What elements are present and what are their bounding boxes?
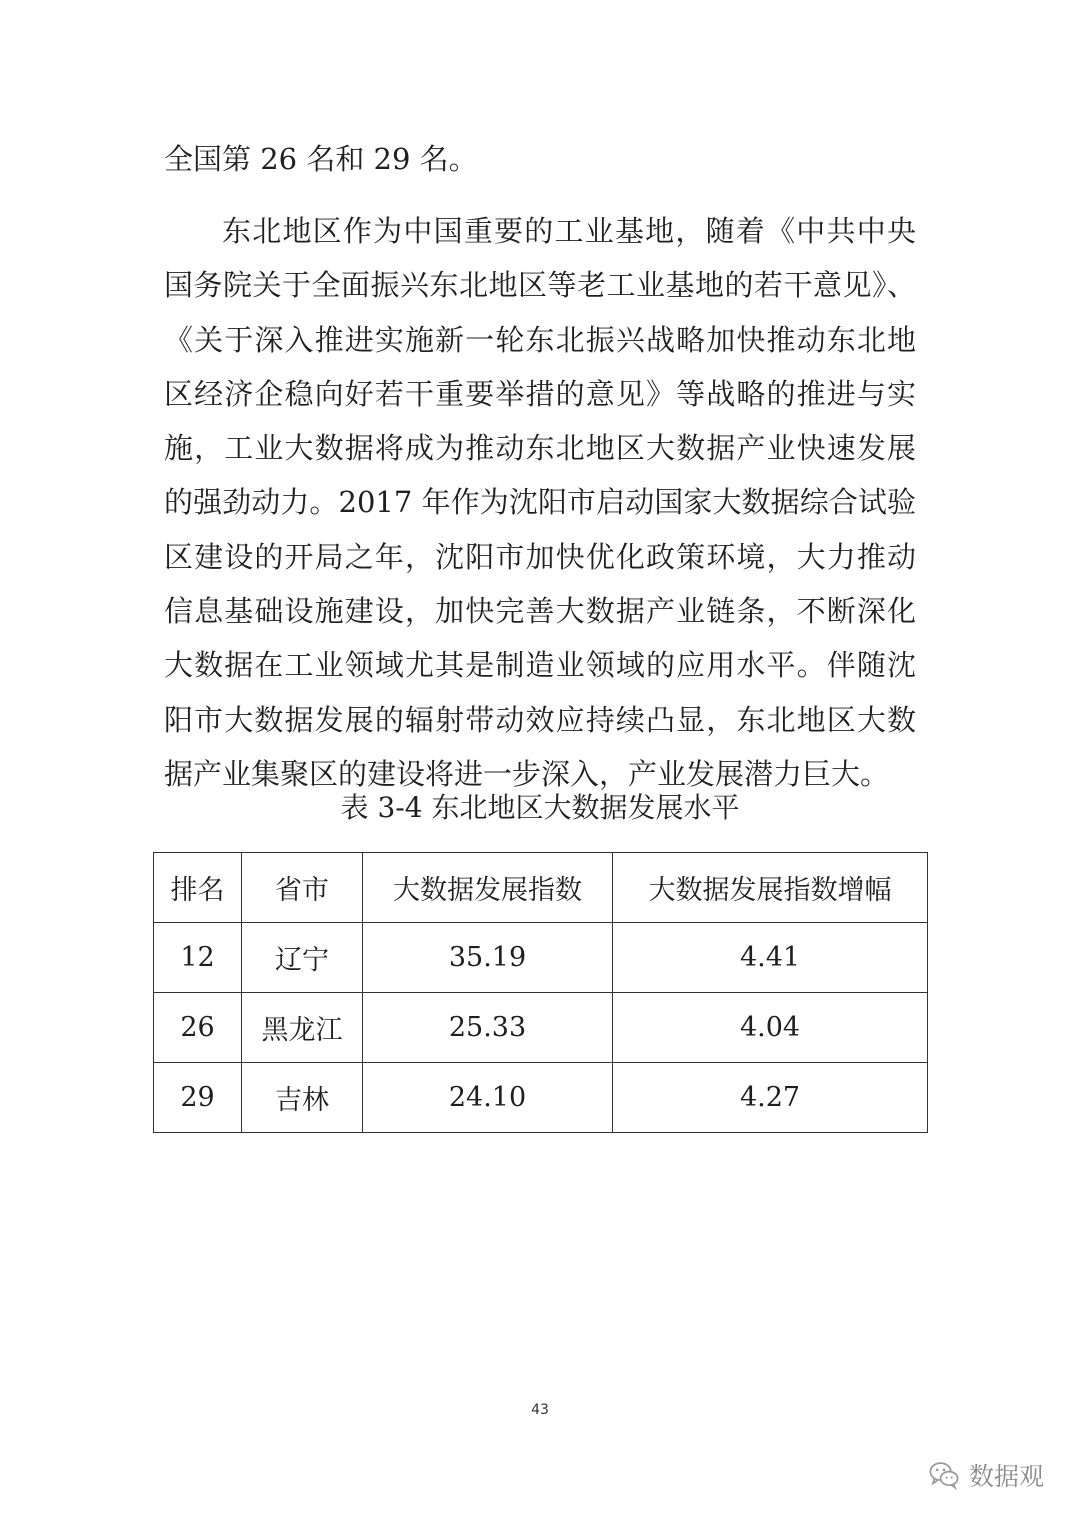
cell-increase: 4.41	[613, 923, 928, 993]
cell-province: 黑龙江	[242, 993, 363, 1063]
cell-rank: 12	[154, 923, 242, 993]
header-rank: 排名	[154, 853, 242, 923]
development-level-table	[153, 852, 928, 1133]
paragraph-main: 东北地区作为中国重要的工业基地，随着《中共中央国务院关于全面振兴东北地区等老工业基地的若干意见》、《关于深入推进实施新一轮东北振兴战略加快推动东北地区经济企稳向好若干重要举措的意见》等战略的推进与实施，工业大数据将成为推动东北地区大数据产业快速发展的强劲动力。2017 年作为沈阳市启动国家大数据综合试验区建设的开局之年，沈阳市加快优化政策环境，大力推动信息基础设施建设，加快完善大数据产业链条，不断深化大数据在工业领域尤其是制造业领域的应用水平。伴随沈阳市大数据发展的辐射带动效应持续凸显，东北地区大数据产业集聚区的建设将进一步深入，产业发展潜力巨大。	[164, 214, 916, 791]
cell-increase: 4.04	[613, 993, 928, 1063]
paragraph-continuation: 全国第 26 名和 29 名。	[164, 142, 478, 176]
wechat-icon	[927, 1458, 961, 1492]
cell-index: 25.33	[363, 993, 613, 1063]
cell-index: 24.10	[363, 1063, 613, 1133]
watermark	[927, 1457, 1044, 1493]
page-number: 43	[531, 1402, 549, 1418]
header-index: 大数据发展指数	[363, 853, 613, 923]
watermark-text: 数据观	[968, 1462, 1044, 1491]
cell-province: 辽宁	[242, 923, 363, 993]
table-header-row	[154, 853, 928, 923]
cell-index: 35.19	[363, 923, 613, 993]
cell-increase: 4.27	[613, 1063, 928, 1133]
table-row	[154, 1063, 928, 1133]
table-caption: 表 3-4 东北地区大数据发展水平	[340, 791, 740, 824]
cell-province: 吉林	[242, 1063, 363, 1133]
cell-rank: 29	[154, 1063, 242, 1133]
header-increase: 大数据发展指数增幅	[613, 853, 928, 923]
table-row	[154, 923, 928, 993]
cell-rank: 26	[154, 993, 242, 1063]
table-row	[154, 993, 928, 1063]
header-province: 省市	[242, 853, 363, 923]
